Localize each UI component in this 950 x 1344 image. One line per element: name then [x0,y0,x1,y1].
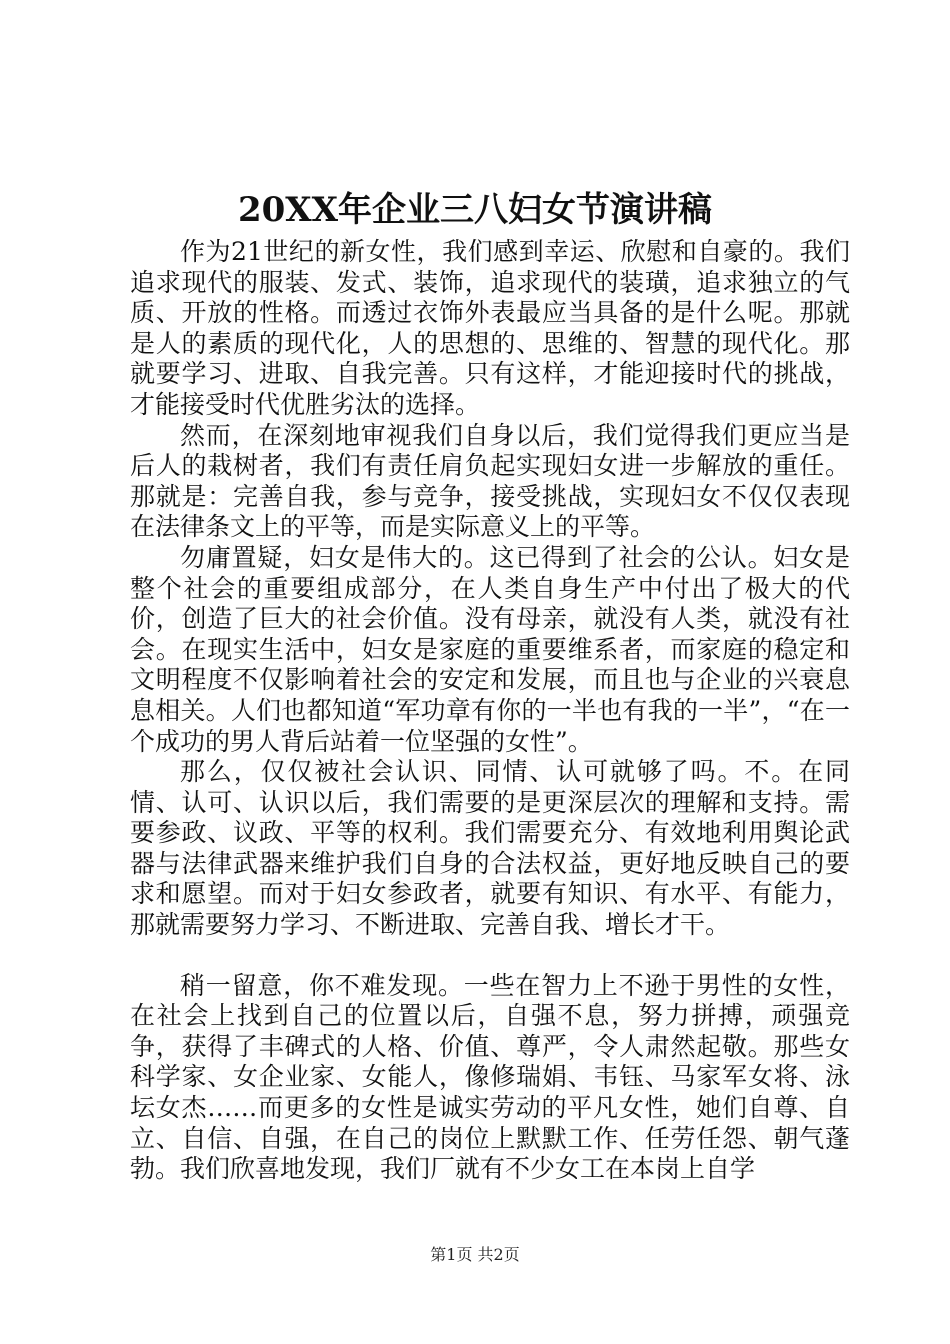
paragraph-2: 然而，在深刻地审视我们自身以后，我们觉得我们更应当是后人的栽树者，我们有责任肩负起实现妇女进一步解放的重任。那就是：完善自我，参与竞争，接受挑战，实现妇女不仅仅表现在法律条文上的平等，而是实际意义上的平等。 [130,420,850,542]
document-title: 20XX年企业三八妇女节演讲稿 [237,190,713,230]
document-body [130,237,850,1185]
page-footer: 第1页 共2页 [430,1245,520,1264]
paragraph-3: 勿庸置疑，妇女是伟大的。这已得到了社会的公认。妇女是整个社会的重要组成部分，在人类自身生产中付出了极大的代价，创造了巨大的社会价值。没有母亲，就没有人类，就没有社会。在现实生活中，妇女是家庭的重要维系者，而家庭的稳定和文明程度不仅影响着社会的安定和发展，而且也与企业的兴衰息息相关。人们也都知道“军功章有你的一半也有我的一半”，“在一个成功的男人背后站着一位坚强的女性”。 [130,542,850,756]
paragraph-5: 稍一留意，你不难发现。一些在智力上不逊于男性的女性，在社会上找到自己的位置以后，自强不息，努力拼搏，顽强竞争，获得了丰碑式的人格、价值、尊严，令人肃然起敬。那些女科学家、女企业家、女能人，像修瑞娟、韦钰、马家军女将、泳坛女杰……而更多的女性是诚实劳动的平凡女性，她们自尊、自立、自信、自强，在自己的岗位上默默工作、任劳任怨、朝气蓬勃。我们欣喜地发现，我们厂就有不少女工在本岗上自学 [130,970,850,1184]
paragraph-4: 那么，仅仅被社会认识、同情、认可就够了吗。不。在同情、认可、认识以后，我们需要的是更深层次的理解和支持。需要参政、议政、平等的权利。我们需要充分、有效地利用舆论武器与法律武器来维护我们自身的合法权益，更好地反映自己的要求和愿望。而对于妇女参政者，就要有知识、有水平、有能力，那就需要努力学习、不断进取、完善自我、增长才干。 [130,757,850,940]
paragraph-1: 作为21世纪的新女性，我们感到幸运、欣慰和自豪的。我们追求现代的服装、发式、装饰，追求现代的装璜，追求独立的气质、开放的性格。而透过衣饰外表最应当具备的是什么呢。那就是人的素质的现代化，人的思想的、思维的、智慧的现代化。那就要学习、进取、自我完善。只有这样，才能迎接时代的挑战，才能接受时代优胜劣汰的选择。 [130,237,850,419]
